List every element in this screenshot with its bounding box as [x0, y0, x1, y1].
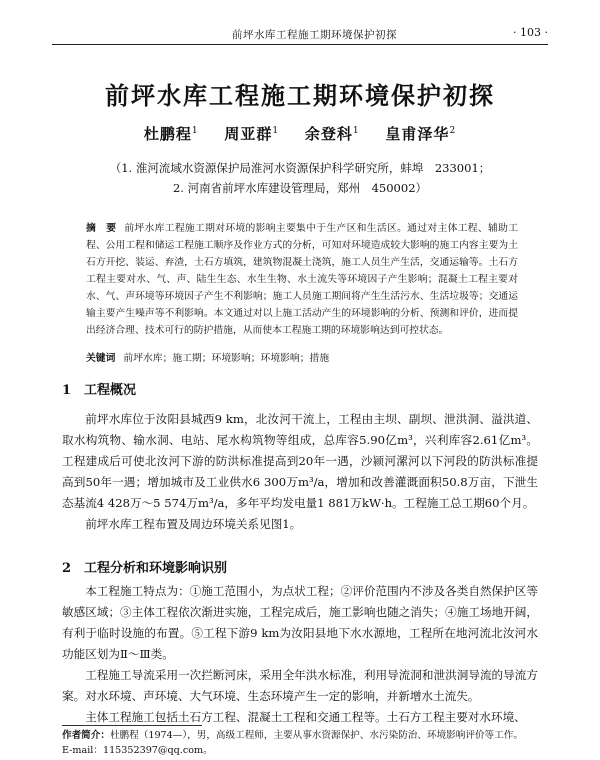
author: 皇甫泽华$^2$	[385, 125, 457, 143]
author-footnote: 作者简介：杜鹏程（1974—），男，高级工程师，主要从事水资源保护、水污染防治、环境影响评价等工作。 E-mail：115352397@qq.com。	[62, 730, 523, 756]
abstract-text: 前坪水库工程施工期对环境的影响主要集中于生产区和生活区。通过对主体工程、辅助工程、公用工程和储运工程施工顺序及作业方式的分析，可知对环境造成较大影响的施工内容主要为土石方开挖、装运、弃渣，土石方填筑，建筑物混凝土浇筑，施工人员生产生活，交通运输等。土石方工程主要对水、气、声、陆生生态、水生生物、水土流失等环境因子产生影响；混凝土工程主要对水、气、声环境等环境因子产生不利影响；施工人员施工期间将产生生活污水、生活垃圾等；交通运输主要产生噪声等不利影响。本文通过对以上施工活动产生的环境影响的分析、预测和评价，进而提出经济合理、技术可行的防护措施，从而使本工程施工期的环境影响达到可控状态。	[86, 223, 519, 336]
section-body	[62, 581, 538, 728]
paragraph: 前坪水库工程布置及周边环境关系见图1。	[85, 517, 302, 531]
paragraph: 前坪水库位于汝阳县城西9 km，北汝河干流上，工程由主坝、副坝、泄洪洞、溢洪道、取水构筑物、输水洞、电站、尾水构筑物等组成，总库容5.90亿m³，兴利库容2.61亿m³。工程建成后可使北汝河下游的防洪标准提高到20年一遇，沙颍河漯河以下河段的防洪标准提高到50年一遇；增加城市及工业供水6 300万m³/a，增加和改善灌溉面积50.8万亩，下泄生态基流4 428万～5 574万m³/a，多年平均发电量1 881万kW·h。工程施工总工期60个月。	[62, 412, 538, 510]
author: 周亚群$^1$	[224, 125, 280, 143]
affiliation-1: （1. 淮河流域水资源保护局淮河水资源保护科学研究所，蚌埠 233001；	[109, 161, 491, 175]
running-header	[52, 26, 548, 45]
paragraph: 工程施工导流采用一次拦断河床，采用全年洪水标准，利用导流洞和泄洪洞导流的导流方案。对水环境、声环境、大气环境、生态环境产生一定的影响，并新增水土流失。	[62, 668, 538, 703]
footnote-rule	[62, 725, 202, 726]
section-body	[62, 409, 538, 535]
author: 余登科$^1$	[304, 125, 360, 143]
author: 杜鹏程$^1$	[143, 125, 199, 143]
abstract-label: 摘 要	[86, 223, 117, 234]
author-list	[0, 123, 600, 144]
page-number: · 103 ·	[513, 26, 548, 39]
keywords-text: 前坪水库；施工期；环境影响；环境影响；措施	[123, 353, 330, 364]
paper-title: 前坪水库工程施工期环境保护初探	[105, 81, 495, 110]
affiliation-2: 2. 河南省前坪水库建设管理局，郑州 450002）	[172, 181, 428, 195]
keywords	[86, 350, 518, 364]
section-heading: 1 工程概况	[62, 383, 137, 398]
paragraph: 主体工程施工包括土石方工程、混凝土工程和交通工程等。土石方工程主要对水环境、	[85, 710, 526, 724]
running-title: 前坪水库工程施工期环境保护初探	[232, 29, 397, 41]
keywords-label: 关键词	[86, 353, 116, 364]
section-heading: 2 工程分析和环境影响识别	[62, 561, 228, 576]
author-email: E-mail：115352397@qq.com。	[62, 745, 213, 756]
paragraph: 本工程施工特点为：①施工范围小，为点状工程；②评价范围内不涉及各类自然保护区等敏感区域；③主体工程依次渐进实施，工程完成后，施工影响也随之消失；④施工场地开阔，有利于临时设施的布置。⑤工程下游9 km为汝阳县地下水水源地，工程所在地河流北汝河水功能区划为Ⅱ～Ⅲ类。	[62, 584, 538, 661]
abstract	[86, 220, 518, 339]
